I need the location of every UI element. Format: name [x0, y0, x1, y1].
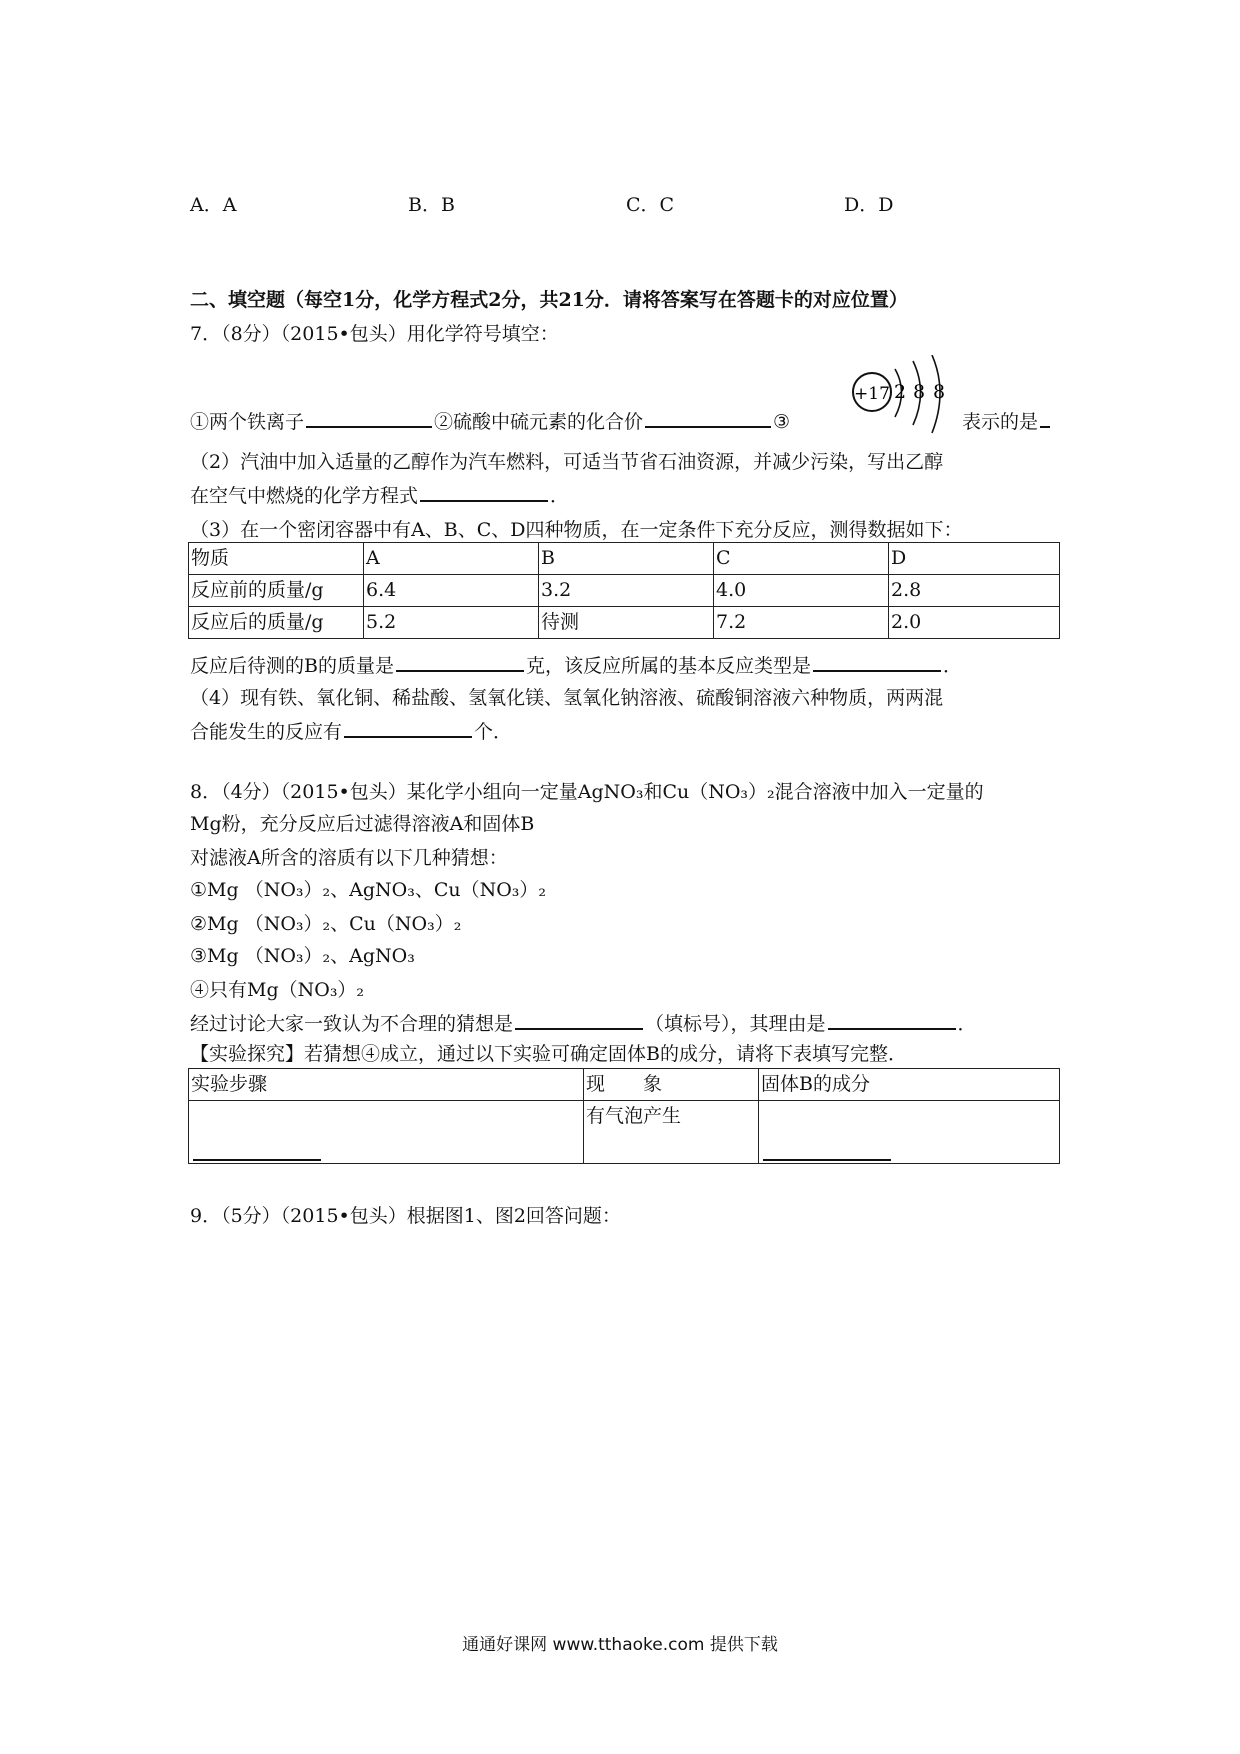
table-cell: [759, 1101, 1060, 1164]
nucleus-label: +17: [854, 384, 890, 404]
table-cell: 反应前的质量/g: [189, 575, 364, 607]
q7-part2-line2: [190, 482, 569, 508]
table-row: [189, 1069, 1060, 1101]
answer-blank[interactable]: [193, 1141, 321, 1161]
q7-p3-b: 克，该反应所属的基本反应类型是: [525, 655, 811, 677]
table-cell: [189, 1101, 584, 1164]
q7-p4-text: 合能发生的反应有: [190, 721, 343, 743]
q7-p3-a: 反应后待测的B的质量是: [190, 655, 394, 677]
table-header-cell: 现 象: [584, 1069, 759, 1101]
q7-p3-c: ．: [942, 655, 962, 677]
option-d: D．D: [844, 194, 894, 216]
table-cell: 2.0: [889, 607, 1060, 639]
answer-blank[interactable]: [763, 1141, 891, 1161]
table-cell: 物质: [189, 543, 364, 575]
q7-part3-after: [190, 652, 962, 678]
section-title: 二、填空题（每空1分，化学方程式2分，共21分．请将答案写在答题卡的对应位置）: [190, 289, 908, 311]
option-a: A．A: [190, 194, 237, 216]
answer-blank[interactable]: [828, 1010, 956, 1030]
answer-blank[interactable]: [645, 408, 771, 428]
table-row: [189, 607, 1060, 639]
table-cell: 3.2: [539, 575, 714, 607]
table-cell: 5.2: [364, 607, 539, 639]
shell-1-electrons: 2: [893, 381, 907, 403]
answer-blank[interactable]: [344, 718, 472, 738]
q7-p1-b: ②硫酸中硫元素的化合价: [434, 411, 644, 433]
table-cell: 6.4: [364, 575, 539, 607]
table-row: [189, 1101, 1060, 1164]
answer-blank[interactable]: [306, 408, 432, 428]
table-header-cell: 固体B的成分: [759, 1069, 1060, 1101]
q7-p1-a: ①两个铁离子: [190, 411, 305, 433]
answer-blank[interactable]: [813, 652, 941, 672]
table-header-cell: 实验步骤: [189, 1069, 584, 1101]
q7-p1-d-wrap: [962, 408, 1052, 434]
table-cell: D: [889, 543, 1060, 575]
q7-part3-intro: （3）在一个密闭容器中有A、B、C、D四种物质，在一定条件下充分反应，测得数据如下：: [190, 519, 963, 541]
q7-p4-end: 个．: [474, 721, 513, 743]
answer-blank[interactable]: [396, 652, 524, 672]
q8-conclusion: [190, 1010, 977, 1036]
q7-p2-end: ．: [550, 485, 570, 507]
q8-header-line2: Mg粉，充分反应后过滤得溶液A和固体B: [190, 813, 535, 835]
q8-guess-2: ②Mg （NO₃）₂、Cu（NO₃）₂: [190, 913, 462, 935]
table-cell: 7.2: [714, 607, 889, 639]
shell-3-electrons: 8: [932, 381, 946, 403]
atom-structure-diagram: [850, 355, 960, 445]
q7-p2-text: 在空气中燃烧的化学方程式: [190, 485, 419, 507]
q8-conclusion-c: ．: [957, 1013, 977, 1035]
q8-header-line1: 8．（4分）（2015•包头）某化学小组向一定量AgNO₃和Cu（NO₃）₂混合溶液中加入一定量的: [190, 781, 984, 803]
option-c: C．C: [626, 194, 675, 216]
answer-blank[interactable]: [515, 1010, 643, 1030]
mass-data-table: [188, 542, 1060, 639]
q7-p1-c: ③: [773, 411, 791, 433]
q8-prompt: 对滤液A所含的溶质有以下几种猜想：: [190, 847, 508, 869]
table-cell: 待测: [539, 607, 714, 639]
q8-guess-1: ①Mg （NO₃）₂、AgNO₃、Cu（NO₃）₂: [190, 879, 547, 901]
answer-blank[interactable]: [1040, 408, 1050, 428]
table-cell: B: [539, 543, 714, 575]
experiment-table: [188, 1068, 1060, 1164]
q8-guess-4: ④只有Mg（NO₃）₂: [190, 979, 365, 1001]
q7-p1-d: 表示的是: [962, 411, 1039, 433]
q7-part4-line1: （4）现有铁、氧化铜、稀盐酸、氢氧化镁、氢氧化钠溶液、硫酸铜溶液六种物质，两两混: [190, 687, 944, 709]
q7-part4-line2: [190, 718, 512, 744]
table-cell: 反应后的质量/g: [189, 607, 364, 639]
table-cell: 有气泡产生: [584, 1101, 759, 1164]
table-row: [189, 543, 1060, 575]
q7-part2-line1: （2）汽油中加入适量的乙醇作为汽车燃料，可适当节省石油资源，并减少污染，写出乙醇: [190, 451, 944, 473]
table-cell: 2.8: [889, 575, 1060, 607]
q7-part1: [190, 408, 790, 434]
table-cell: 4.0: [714, 575, 889, 607]
table-cell: A: [364, 543, 539, 575]
table-row: [189, 575, 1060, 607]
q8-experiment-intro: 【实验探究】若猜想④成立，通过以下实验可确定固体B的成分，请将下表填写完整．: [190, 1043, 907, 1065]
q7-header: 7．（8分）（2015•包头）用化学符号填空：: [190, 323, 559, 345]
page-footer: 通通好课网 www.tthaoke.com 提供下载: [462, 1635, 778, 1655]
q8-conclusion-b: （填标号），其理由是: [645, 1013, 826, 1035]
table-cell: C: [714, 543, 889, 575]
shell-2-electrons: 8: [912, 381, 926, 403]
q9-header: 9．（5分）（2015•包头）根据图1、图2回答问题：: [190, 1205, 621, 1227]
option-b: B．B: [408, 194, 455, 216]
answer-blank[interactable]: [420, 482, 548, 502]
q8-guess-3: ③Mg （NO₃）₂、AgNO₃: [190, 945, 415, 967]
q8-conclusion-a: 经过讨论大家一致认为不合理的猜想是: [190, 1013, 514, 1035]
